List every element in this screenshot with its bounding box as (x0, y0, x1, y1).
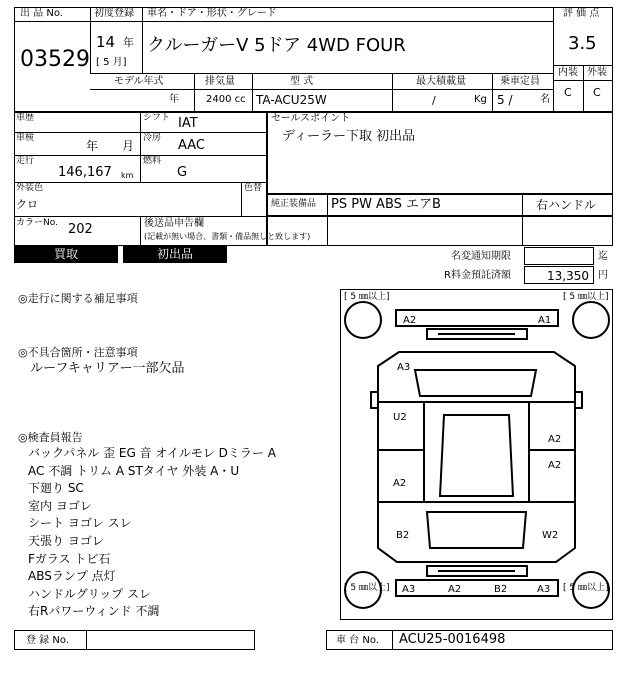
model-year-label: モデル年式 (114, 76, 164, 87)
type-label: 型 式 (290, 76, 314, 87)
aftermarket-note: (記載が無い場合、書類・備品無しと致します) (144, 232, 311, 241)
tire-rear-right-label: [ 5 ㎜以上] (563, 583, 609, 593)
mark-front-door-right: A2 (548, 434, 562, 445)
ac-value: AAC (178, 138, 205, 153)
aftermarket-items-box (267, 216, 613, 246)
mark-rear-bumper-3: B2 (494, 584, 508, 595)
interior-label: 内装 (558, 67, 578, 78)
steering-value: 右ハンドル (536, 198, 597, 212)
equipment-value: PS PW ABS エアB (331, 197, 441, 212)
trunk-outline (427, 512, 526, 548)
inspection-month: 月 (122, 139, 135, 153)
tire-front-right-label: [ 5 ㎜以上] (563, 292, 609, 302)
displacement-label: 排気量 (205, 76, 235, 87)
year-unit: 年 (123, 36, 134, 49)
sales-point-value: ディーラー下取 初出品 (282, 129, 416, 144)
reg-no-label: 登 録 No. (26, 635, 69, 646)
first-reg-month: [ 5 月] (96, 57, 127, 68)
mileage-label: 走行 (16, 156, 35, 166)
max-load-label: 最大積載量 (416, 76, 466, 87)
max-load-unit: Kg (474, 94, 487, 105)
repaint-label: 色替 (244, 183, 263, 193)
inspector-line: ABSランプ 点灯 (28, 569, 116, 584)
name-change-box (524, 247, 594, 265)
mark-rear-quarter-left: B2 (396, 530, 410, 541)
capacity-label: 乗車定員 (500, 76, 540, 87)
recycle-value: 13,350 (547, 269, 589, 283)
car-diagram-svg (341, 290, 612, 619)
rating-label: 評 価 点 (563, 8, 600, 19)
name-change-unit: 迄 (598, 251, 608, 262)
inspector-line: ハンドルグリップ スレ (28, 586, 152, 601)
capacity-value: 5 / (497, 93, 513, 107)
name-change-label: 名変通知期限 (451, 251, 511, 262)
ac-label: 冷房 (143, 133, 162, 143)
defects-label: ◎不具合箇所・注意事項 (18, 346, 138, 359)
fuel-label: 燃料 (143, 156, 162, 166)
mark-rear-door-right: A2 (548, 460, 562, 471)
mark-front-fender-left: A3 (397, 362, 411, 373)
color-no-label: カラーNo. (16, 218, 58, 228)
displacement-value: 2400 cc (206, 94, 246, 105)
inspector-line: 下廻り SC (28, 481, 84, 496)
capacity-unit: 名 (540, 94, 550, 105)
inspector-line: 室内 ヨゴレ (28, 498, 92, 513)
interior-grade: C (564, 86, 572, 99)
tire-front-left-icon (345, 302, 381, 338)
mileage-unit: km (121, 171, 134, 180)
model-year-unit: 年 (169, 94, 179, 105)
aftermarket-label: 後送品申告欄 (144, 218, 204, 229)
damage-diagram (340, 289, 613, 620)
mark-rear-bumper-2: A2 (448, 584, 462, 595)
mark-front-bumper-right: A1 (538, 315, 552, 326)
running-notes-label: ◎走行に関する補足事項 (18, 292, 138, 305)
hood-outline (415, 370, 536, 396)
inspector-label: ◎検査員報告 (18, 431, 83, 444)
mark-front-door-left: U2 (393, 412, 407, 423)
mark-rear-bumper-4: A3 (537, 584, 551, 595)
recycle-label: R料金預託済額 (444, 270, 511, 281)
inspection-year: 年 (86, 139, 99, 153)
mark-rear-door-left: A2 (393, 478, 407, 489)
color-no-value: 202 (68, 222, 93, 237)
inspection-label: 車検 (16, 133, 35, 143)
chassis-no-label: 車 台 No. (336, 635, 379, 646)
shift-value: IAT (178, 116, 198, 131)
mark-rear-bumper-1: A3 (402, 584, 416, 595)
first-reg-year: 14 (96, 33, 116, 51)
first-listing-badge: 初出品 (123, 246, 227, 263)
equipment-label: 純正装備品 (271, 199, 317, 209)
type-value: TA-ACU25W (256, 93, 327, 107)
history-label: 車歴 (16, 113, 35, 123)
car-name: クルーガーV 5ドア 4WD FOUR (147, 35, 406, 56)
mark-rear-quarter-right: W2 (542, 530, 559, 541)
exterior-grade: C (593, 86, 601, 99)
front-bumper-outline (396, 310, 558, 326)
inspector-line: AC 不調 トリム A STタイヤ 外装 A・U (28, 463, 240, 478)
lot-label: 出 品 No. (20, 8, 63, 19)
roof-outline (440, 415, 513, 496)
exterior-label: 外装 (587, 67, 607, 78)
fuel-value: G (177, 165, 188, 180)
max-load-value: / (432, 94, 436, 107)
car-name-label: 車名・ドア・形状・グレード (147, 8, 277, 19)
tire-rear-left-label: [ 5 ㎜以上] (344, 583, 390, 593)
buy-badge: 買取 (14, 246, 118, 263)
mileage-value: 146,167 (58, 165, 112, 180)
rating-value: 3.5 (568, 33, 597, 54)
recycle-unit: 円 (598, 270, 608, 281)
recycle-box (524, 266, 594, 284)
tire-front-left-label: [ 5 ㎜以上] (344, 292, 390, 302)
rear-bumper-outline (396, 580, 558, 596)
defects-text: ルーフキャリアー一部欠品 (30, 361, 185, 376)
inspector-line: Fガラス トビ石 (28, 551, 111, 566)
shift-label: シフト (143, 113, 171, 123)
inspector-line: 天張り ヨゴレ (28, 534, 104, 548)
exterior-color-value: クロ (16, 198, 38, 211)
inspector-line: バックパネル 歪 EG 音 オイルモレ Dミラー A (28, 446, 276, 460)
inspector-line: 右Rパワーウィンド 不調 (28, 604, 160, 619)
sales-point-box (267, 112, 613, 194)
first-reg-label: 初度登録 (94, 8, 134, 19)
lot-number: 03529 (20, 47, 90, 72)
chassis-no-value: ACU25-0016498 (399, 632, 506, 647)
sales-point-label: セールスポイント (271, 113, 351, 124)
exterior-color-label: 外装色 (16, 183, 44, 193)
tire-front-right-icon (573, 302, 609, 338)
mark-front-bumper-left: A2 (403, 315, 417, 326)
inspector-line: シート ヨゴレ スレ (28, 516, 132, 531)
